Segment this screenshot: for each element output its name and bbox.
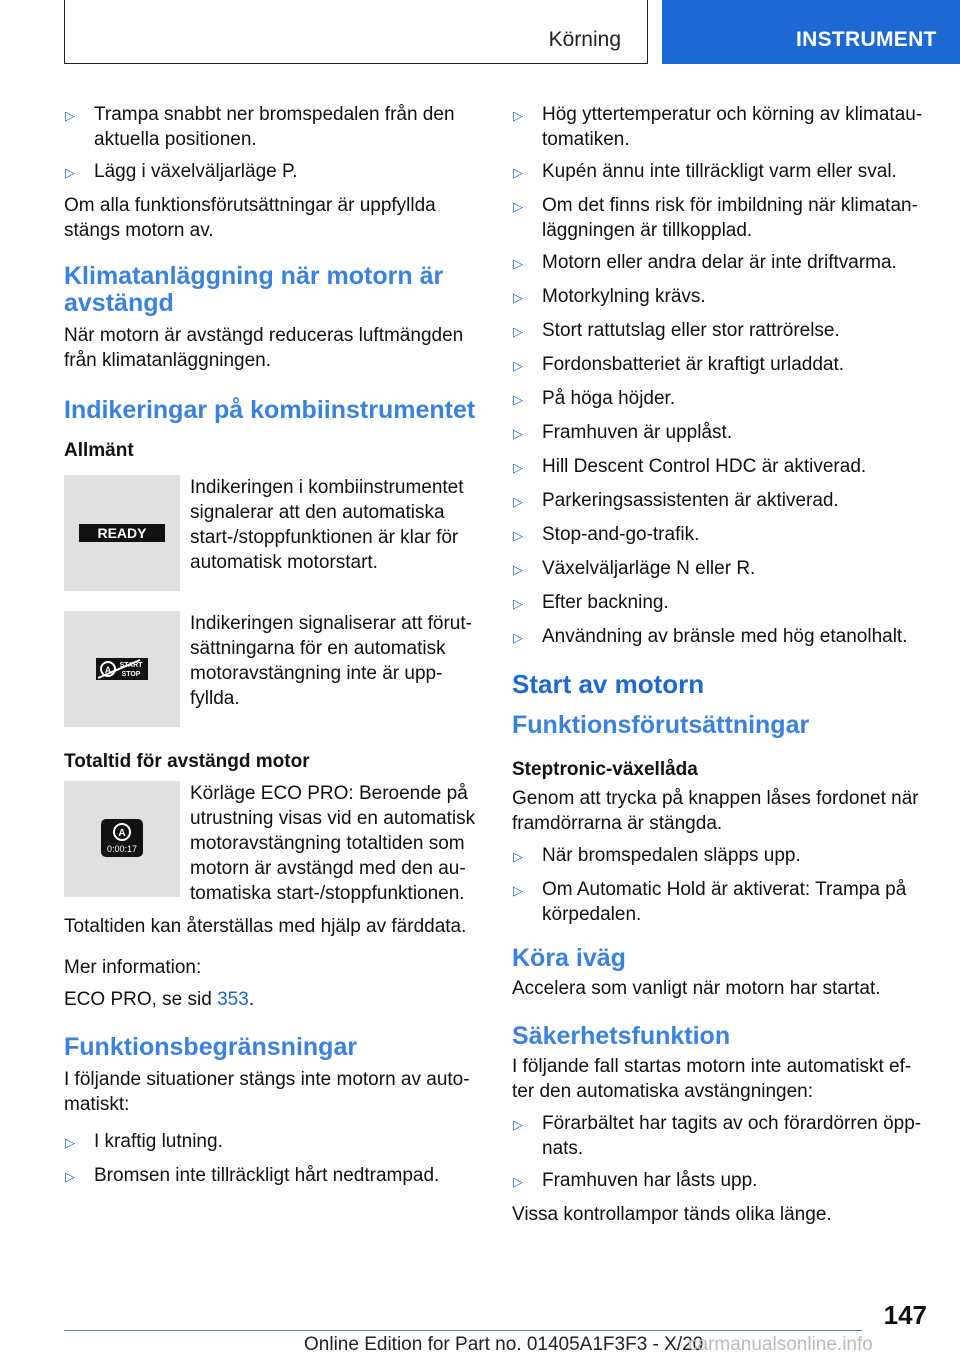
list-item: ▷ Motorn eller andra delar är inte driftvarma. — [512, 250, 932, 277]
figure-caption: Körläge ECO PRO: Beroende på utrustning visas vid en automatisk motoravstängning totaltiden som motorn är avstängd med den au-tomatiska start-/stoppfunktionen. — [190, 783, 476, 904]
bullet-triangle-icon: ▷ — [513, 392, 523, 407]
header-section-title: Körning — [548, 28, 621, 51]
bullet-triangle-icon: ▷ — [513, 426, 523, 441]
subheading-totaltid: Totaltid för avstängd motor — [64, 751, 310, 772]
condition-list — [512, 102, 932, 651]
start-stop-indicator-image — [64, 611, 180, 727]
ready-icon — [77, 521, 167, 545]
start-stop-crossed-icon — [94, 654, 150, 684]
heading-indikeringar: Indikeringar på kombiinstrumentet — [64, 396, 476, 424]
heading-kora-ivag: Köra iväg — [512, 944, 626, 972]
list-item: ▷ Trampa snabbt ner bromspedalen från den aktuella positionen. — [65, 104, 455, 150]
list-item: ▷ I kraftig lutning. — [64, 1129, 480, 1156]
bullet-triangle-icon: ▷ — [513, 290, 523, 305]
heading-klimatanlaggning: Klimatanläggning när motorn är avstängd — [64, 262, 444, 317]
list-item: ▷ Parkeringsassistenten är aktiverad. — [512, 488, 932, 515]
subheading-steptronic: Steptronic-växellåda — [512, 759, 698, 780]
paragraph-eco-ref: ECO PRO, se sid 353. — [64, 989, 255, 1010]
paragraph: Vissa kontrollampor tänds olika länge. — [512, 1204, 832, 1225]
figure-start-stop — [64, 611, 480, 727]
paragraph: I följande situationer stängs inte motorn av auto-matiskt: — [64, 1069, 470, 1115]
figure-ready — [64, 475, 480, 591]
heading-funktionsbegransningar: Funktionsbegränsningar — [64, 1033, 358, 1061]
heading-start-av-motorn: Start av motorn — [512, 669, 705, 699]
bullet-triangle-icon: ▷ — [513, 358, 523, 373]
list-item: ▷ Växelväljarläge N eller R. — [512, 556, 932, 583]
heading-funktionsforutsattningar: Funktionsförutsättningar — [512, 711, 810, 739]
bullet-triangle-icon: ▷ — [513, 849, 523, 864]
figure-totaltid — [64, 781, 480, 906]
svg-text:A: A — [104, 665, 112, 675]
paragraph: Accelera som vanligt när motorn har startat. — [512, 978, 881, 999]
bullet-triangle-icon: ▷ — [65, 108, 75, 123]
bullet-triangle-icon: ▷ — [513, 165, 523, 180]
list-item: ▷ Hög yttertemperatur och körning av klimatau-tomatiken. — [513, 104, 923, 150]
bullet-triangle-icon: ▷ — [513, 1174, 523, 1189]
list-item: ▷ Fordonsbatteriet är kraftigt urladdat. — [512, 352, 932, 379]
svg-text:STOP: STOP — [121, 671, 141, 678]
svg-text:A: A — [118, 828, 126, 839]
bullet-triangle-icon: ▷ — [513, 883, 523, 898]
bullet-triangle-icon: ▷ — [513, 460, 523, 475]
list-item: ▷ På höga höjder. — [512, 386, 932, 413]
list-item: ▷ Förarbältet har tagits av och förardörren öpp-nats. — [513, 1113, 922, 1159]
header-section-box — [64, 0, 648, 64]
svg-text:0:00:17: 0:00:17 — [106, 844, 138, 854]
list-item: ▷ Kupén ännu inte tillräckligt varm eller sval. — [512, 159, 932, 186]
list-item: ▷ Framhuven har låsts upp. — [512, 1168, 932, 1195]
list-item: ▷ Lägg i växelväljarläge P. — [64, 159, 480, 186]
left-column — [64, 102, 480, 1197]
paragraph: I följande fall startas motorn inte automatiskt ef-ter den automatiska avstängningen: — [512, 1056, 912, 1102]
page-number: 147 — [883, 1300, 927, 1330]
paragraph: Om alla funktionsförutsättningar är uppfyllda stängs motorn av. — [64, 195, 436, 241]
paragraph: Totaltiden kan återställas med hjälp av färddata. — [64, 916, 467, 937]
bullet-triangle-icon: ▷ — [513, 528, 523, 543]
list-item: ▷ Efter backning. — [512, 590, 932, 617]
totaltime-indicator-image — [64, 781, 180, 897]
bullet-triangle-icon: ▷ — [513, 199, 523, 214]
auto-stop-timer-icon — [100, 817, 144, 861]
bullet-triangle-icon: ▷ — [513, 1117, 523, 1132]
list-item: ▷ Användning av bränsle med hög etanolhalt. — [512, 624, 932, 651]
bullet-triangle-icon: ▷ — [513, 562, 523, 577]
list-item: ▷ Stop-and-go-trafik. — [512, 522, 932, 549]
bullet-triangle-icon: ▷ — [513, 596, 523, 611]
list-item: ▷ Framhuven är upplåst. — [512, 420, 932, 447]
footer-divider — [64, 1330, 862, 1331]
bullet-triangle-icon: ▷ — [513, 256, 523, 271]
bullet-triangle-icon: ▷ — [513, 494, 523, 509]
list-item: ▷ Om det finns risk för imbildning när klimatan-läggningen är tillkopplad. — [513, 195, 918, 241]
list-item: ▷ Bromsen inte tillräckligt hårt nedtrampad. — [64, 1163, 480, 1190]
figure-caption: Indikeringen i kombiinstrumentet signalerar att den automatiska start-/stoppfunktionen är klar för automatisk motorstart. — [190, 477, 464, 573]
footer-edition: Online Edition for Part no. 01405A1F3F3 - X/20 — [304, 1334, 704, 1355]
list-item: ▷ När bromspedalen släpps upp. — [512, 843, 932, 870]
bullet-triangle-icon: ▷ — [65, 1169, 75, 1184]
watermark: carmanualsonline.info — [688, 1334, 873, 1355]
bullet-triangle-icon: ▷ — [513, 324, 523, 339]
subheading-allmant: Allmänt — [64, 440, 134, 461]
ready-indicator-image — [64, 475, 180, 591]
bullet-triangle-icon: ▷ — [513, 630, 523, 645]
page-link-353[interactable]: 353 — [217, 989, 249, 1010]
list-item: ▷ Stort rattutslag eller stor rattrörelse. — [512, 318, 932, 345]
svg-text:READY: READY — [97, 525, 147, 541]
header-chapter-tab[interactable]: INSTRUMENT — [662, 0, 960, 64]
paragraph: Genom att trycka på knappen låses fordonet när framdörrarna är stängda. — [512, 788, 919, 834]
list-item: ▷ Hill Descent Control HDC är aktiverad. — [512, 454, 932, 481]
figure-caption: Indikeringen signaliserar att förut-sättningarna för en automatisk motoravstängning inte är upp-fyllda. — [190, 613, 472, 709]
bullet-triangle-icon: ▷ — [65, 165, 75, 180]
bullet-triangle-icon: ▷ — [65, 1135, 75, 1150]
paragraph: Mer information: — [64, 957, 202, 978]
svg-text:START: START — [119, 662, 143, 669]
right-column — [512, 102, 932, 1234]
list-item: ▷ Om Automatic Hold är aktiverat: Trampa på körpedalen. — [513, 879, 907, 925]
bullet-triangle-icon: ▷ — [513, 108, 523, 123]
heading-sakerhetsfunktion: Säkerhetsfunktion — [512, 1022, 731, 1050]
paragraph: När motorn är avstängd reduceras luftmängden från klimatanläggningen. — [64, 325, 464, 371]
list-item: ▷ Motorkylning krävs. — [512, 284, 932, 311]
